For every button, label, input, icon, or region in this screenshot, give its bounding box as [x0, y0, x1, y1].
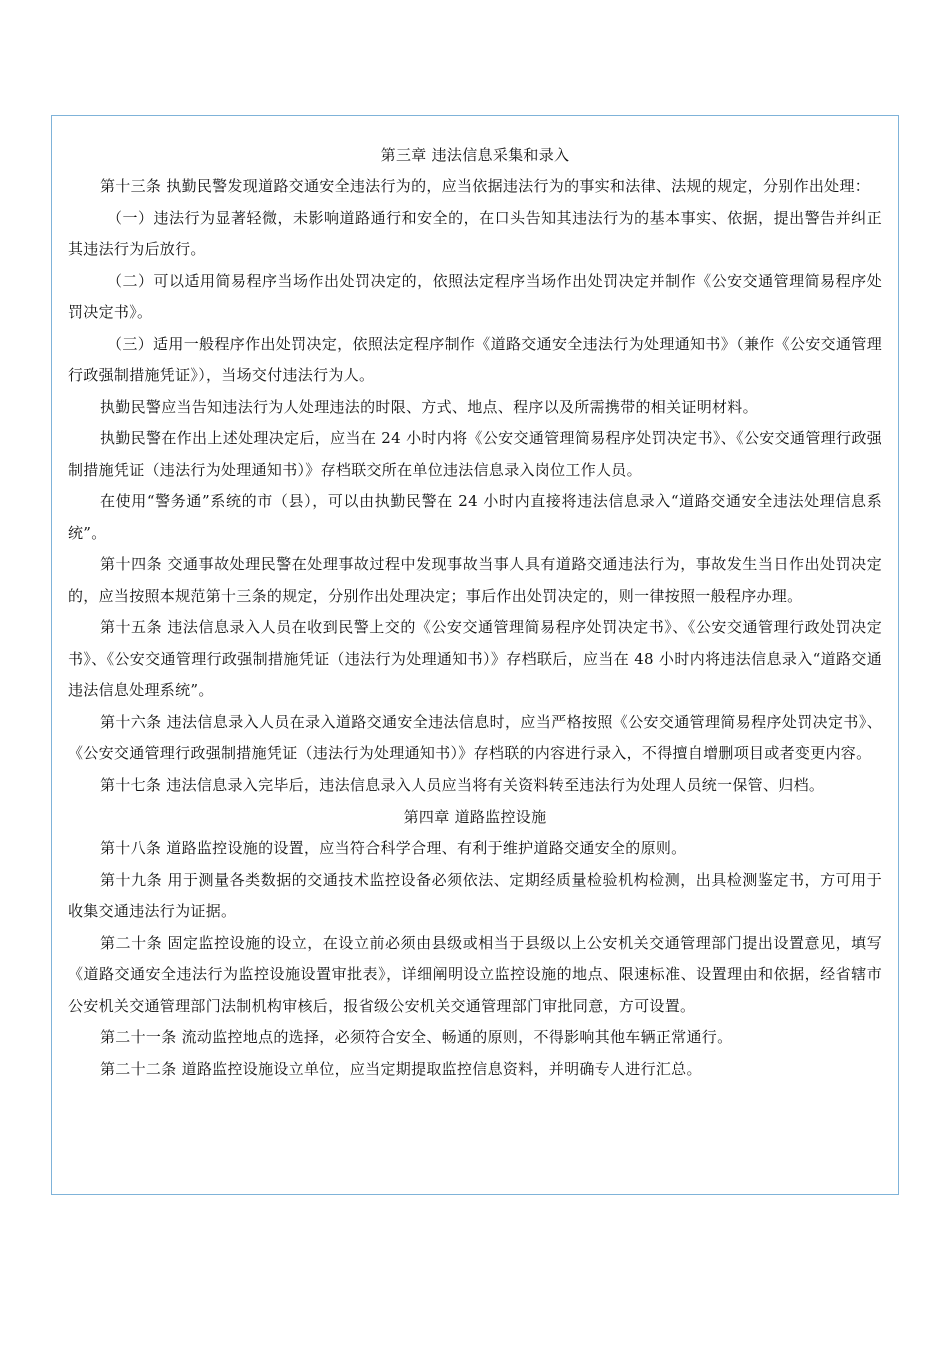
article-13-item-3: （三）适用一般程序作出处罚决定，依照法定程序制作《道路交通安全违法行为处理通知书》（兼作《公安交通管理行政强制措施凭证》），当场交付违法行为人。 — [68, 334, 882, 384]
article-13: 第十三条 执勤民警发现道路交通安全违法行为的，应当依据违法行为的事实和法律、法规的规定，分别作出处理： — [100, 177, 871, 195]
article-20: 第二十条 固定监控设施的设立，在设立前必须由县级或相当于县级以上公安机关交通管理部门提出设置意见，填写《道路交通安全违法行为监控设施设置审批表》，详细阐明设立监控设施的地点、限速标准、设置理由和依据，经省辖市公安机关交通管理部门法制机构审核后，报省级公安机关交通管理部门审批同意，方可设置。 — [68, 933, 882, 1015]
article-16: 第十六条 违法信息录入人员在录入道路交通安全违法信息时，应当严格按照《公安交通管理简易程序处罚决定书》、《公安交通管理行政强制措施凭证（违法行为处理通知书）》存档联的内容进行录入，不得擅自增删项目或者变更内容。 — [68, 712, 882, 762]
article-13-item-1: （一）违法行为显著轻微，未影响道路通行和安全的，在口头告知其违法行为的基本事实、依据，提出警告并纠正其违法行为后放行。 — [68, 208, 882, 258]
article-13-para-jingwutong: 在使用“警务通”系统的市（县），可以由执勤民警在 24 小时内直接将违法信息录入“道路交通安全违法处理信息系统”。 — [68, 492, 882, 542]
article-13-item-2: （二）可以适用简易程序当场作出处罚决定的，依照法定程序当场作出处罚决定并制作《公安交通管理简易程序处罚决定书》。 — [68, 271, 882, 321]
article-18: 第十八条 道路监控设施的设置，应当符合科学合理、有利于维护道路交通安全的原则。 — [100, 839, 687, 857]
chapter-3-heading: 第三章 违法信息采集和录入 — [380, 146, 570, 164]
article-14: 第十四条 交通事故处理民警在处理事故过程中发现事故当事人具有道路交通违法行为，事故发生当日作出处罚决定的，应当按照本规范第十三条的规定，分别作出处理决定；事后作出处罚决定的，则一律按照一般程序办理。 — [68, 555, 882, 605]
article-19: 第十九条 用于测量各类数据的交通技术监控设备必须依法、定期经质量检验机构检测，出具检测鉴定书，方可用于收集交通违法行为证据。 — [68, 870, 882, 920]
article-22: 第二十二条 道路监控设施设立单位，应当定期提取监控信息资料，并明确专人进行汇总。 — [100, 1059, 702, 1078]
document-frame — [51, 115, 899, 1195]
article-17: 第十七条 违法信息录入完毕后，违法信息录入人员应当将有关资料转至违法行为处理人员统一保管、归档。 — [100, 775, 825, 794]
article-15: 第十五条 违法信息录入人员在收到民警上交的《公安交通管理简易程序处罚决定书》、《公安交通管理行政处罚决定书》、《公安交通管理行政强制措施凭证（违法行为处理通知书）》存档联后，应当在 48 小时内将违法信息录入“道路交通违法信息处理系统”。 — [68, 618, 882, 699]
article-13-para-notice: 执勤民警应当告知违法行为人处理违法的时限、方式、地点、程序以及所需携带的相关证明材料。 — [100, 397, 758, 416]
article-21: 第二十一条 流动监控地点的选择，必须符合安全、畅通的原则，不得影响其他车辆正常通行。 — [100, 1028, 733, 1046]
chapter-4-heading: 第四章 道路监控设施 — [403, 808, 547, 826]
article-13-para-submit: 执勤民警在作出上述处理决定后，应当在 24 小时内将《公安交通管理简易程序处罚决定书》、《公安交通管理行政强制措施凭证（违法行为处理通知书）》存档联交所在单位违法信息录入岗位工作人员。 — [68, 429, 882, 479]
